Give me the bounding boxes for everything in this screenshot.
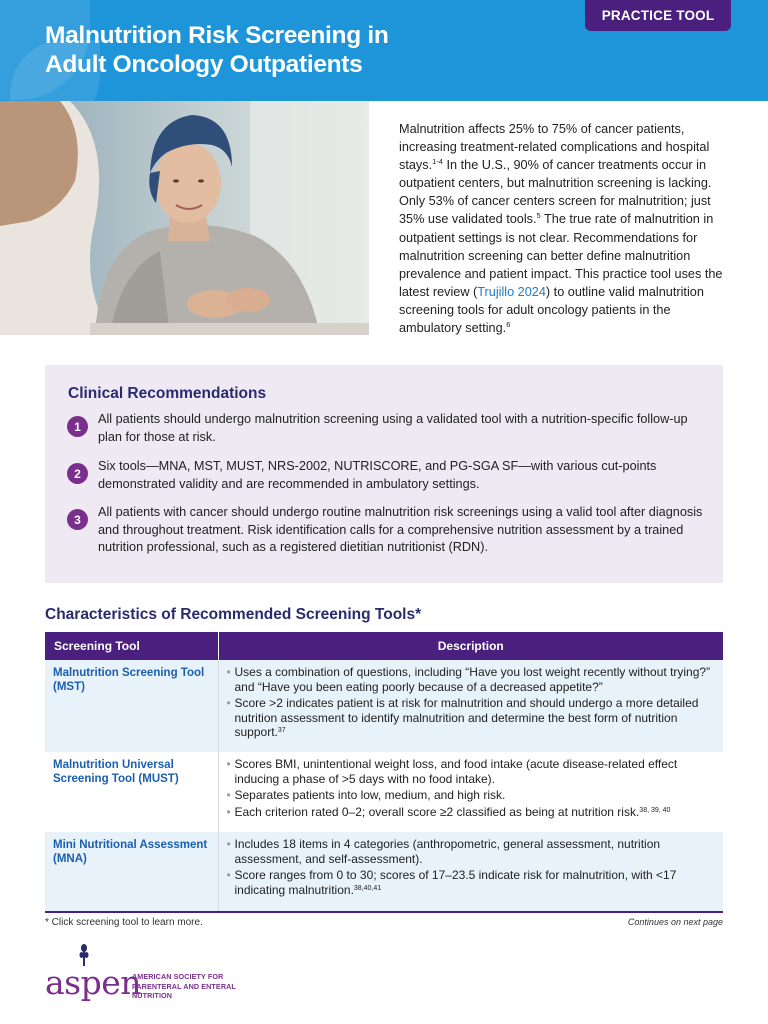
practice-tool-badge: PRACTICE TOOL	[585, 0, 731, 31]
aspen-logo	[45, 944, 265, 1004]
footnote: * Click screening tool to learn more.	[45, 917, 203, 928]
patient-photo	[0, 101, 369, 335]
trujillo-2024-link[interactable]: Trujillo 2024	[477, 284, 546, 299]
recommendation-number: 1	[67, 416, 88, 437]
recommendation-text: All patients should undergo malnutrition screening using a validated tool with a nutrition-specific follow-up plan for those at risk.	[98, 412, 688, 444]
recommendations-title: Clinical Recommendations	[68, 385, 267, 402]
description-bullet: • Scores BMI, unintentional weight loss, and food intake (acute disease-related effect inducing a phase of >5 days with no food intake).	[227, 757, 716, 786]
table-header-row	[45, 632, 723, 660]
recommendation-number: 2	[67, 463, 88, 484]
description-bullet: • Each criterion rated 0–2; overall score ≥2 classified as being at nutrition risk.$^{38, 39, 40}$	[227, 805, 716, 820]
clinical-recommendations-box	[45, 365, 723, 583]
table-title: Characteristics of Recommended Screening Tools*	[45, 606, 422, 623]
header-banner	[0, 0, 768, 101]
page-title: Malnutrition Risk Screening in Adult Oncology Outpatients	[45, 22, 389, 78]
logo-wordmark: aspen	[45, 963, 142, 1002]
screening-tools-table	[45, 632, 723, 912]
description-bullet: • Includes 18 items in 4 categories (anthropometric, general assessment, nutrition assessment, and self-assessment).	[227, 837, 716, 866]
recommendation-number: 3	[67, 509, 88, 530]
tool-description	[218, 752, 723, 832]
tool-description	[218, 660, 723, 752]
table-bottom-rule	[45, 911, 723, 913]
description-bullet: • Score ranges from 0 to 30; scores of 17–23.5 indicate risk for malnutrition, with <17 indicating malnutrition.$^{38,40,41}$	[227, 868, 716, 897]
recommendation-item	[67, 411, 707, 446]
tool-link-mst[interactable]: Malnutrition Screening Tool (MST)	[45, 660, 218, 752]
continues-note: Continues on next page	[627, 917, 723, 927]
recommendation-text: All patients with cancer should undergo routine malnutrition risk screenings using a valid tool after diagnosis and throughout treatment. Risk identification calls for a comprehensive nutrition assessment by a trained nutrition professional, such as a registered dietitian nutritionist (RDN).	[98, 505, 703, 555]
tool-description	[218, 832, 723, 912]
intro-paragraph: Malnutrition affects 25% to 75% of cancer patients, increasing treatment-related complications and hospital stays.$^{1-4}$ In the U.S., 90% of cancer treatments occur in outpatient centers, but malnutrition screening is lacking. Only 53% of cancer centers screen for malnutrition; just 35% use validated tools.$^5$ The true rate of malnutrition in outpatient settings is not clear. Recommendations for malnutrition screening can better define malnutrition prevalence and patient impact. This practice tool uses the latest review (Trujillo 2024) to outline valid malnutrition screening tools for adult oncology patients in the ambulatory setting.$^6$	[399, 122, 723, 336]
recommendation-item	[67, 504, 707, 557]
table-row	[45, 660, 723, 752]
table-row	[45, 752, 723, 832]
column-header-description: Description	[218, 632, 723, 660]
description-bullet: • Score >2 indicates patient is at risk for malnutrition and should undergo a more detailed nutrition assessment to identify malnutrition and determine the best form of nutrition support.$^{37}$	[227, 696, 716, 740]
tool-link-mna[interactable]: Mini Nutritional Assessment (MNA)	[45, 832, 218, 912]
description-bullet: • Separates patients into low, medium, and high risk.	[227, 788, 716, 803]
column-header-screening-tool: Screening Tool	[45, 632, 218, 660]
table-row	[45, 832, 723, 912]
recommendation-item	[67, 458, 707, 493]
recommendation-text: Six tools—MNA, MST, MUST, NRS-2002, NUTRISCORE, and PG-SGA SF—with various cut-points demonstrated validity and are recommended in ambulatory settings.	[98, 459, 657, 491]
tool-link-must[interactable]: Malnutrition Universal Screening Tool (MUST)	[45, 752, 218, 832]
description-bullet: • Uses a combination of questions, including “Have you lost weight recently without trying?” and “Have you been eating poorly because of a decreased appetite?”	[227, 665, 716, 694]
logo-society-name: AMERICAN SOCIETY FOR PARENTERAL AND ENTERAL NUTRITION	[132, 972, 236, 1000]
